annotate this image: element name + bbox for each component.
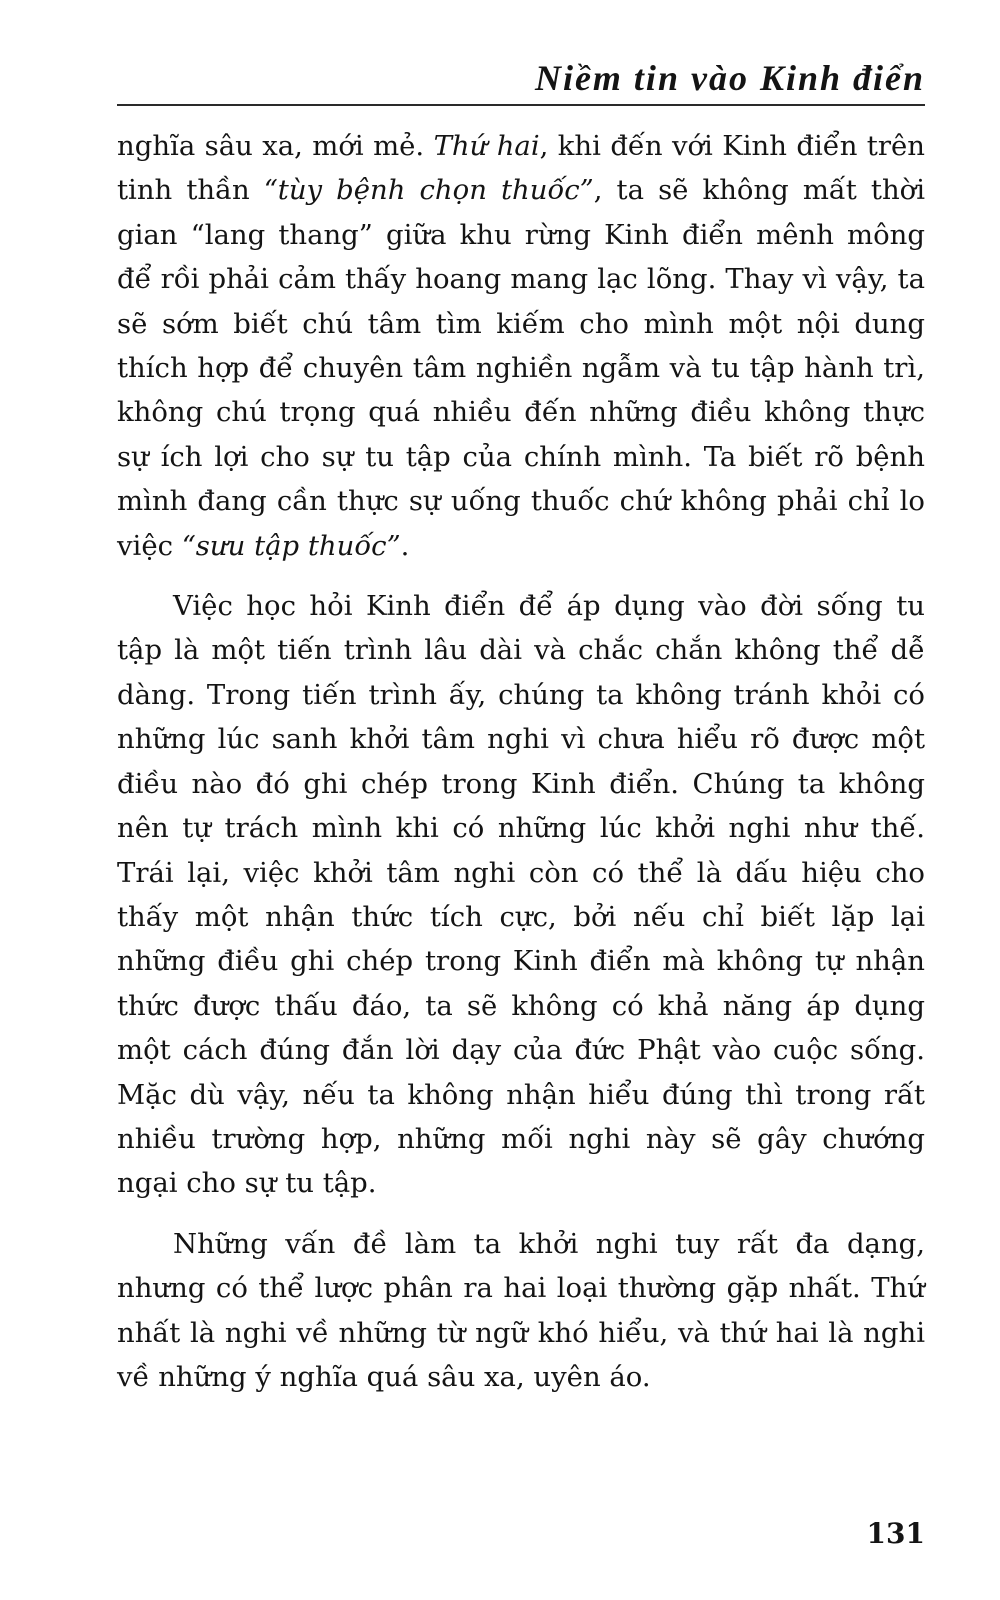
paragraph bbox=[117, 1222, 925, 1400]
italic-text: “tùy bệnh chọn thuốc” bbox=[263, 174, 594, 207]
body-text bbox=[117, 124, 925, 1399]
page-number: 131 bbox=[866, 1517, 925, 1550]
text-run: . bbox=[400, 529, 410, 562]
page-header bbox=[117, 40, 925, 106]
paragraph bbox=[117, 584, 925, 1206]
italic-text: “sưu tập thuốc” bbox=[181, 529, 401, 562]
running-title: Niềm tin vào Kinh điển bbox=[534, 58, 925, 98]
paragraph bbox=[117, 124, 925, 568]
text-run: Những vấn đề làm ta khởi nghi tuy rất đa dạng, nhưng có thể lược phân ra hai loại thường gặp nhất. Thứ nhất là nghi về những từ ngữ khó hiểu, và thứ hai là nghi về những ý nghĩa quá sâu xa, uyên áo. bbox=[117, 1227, 925, 1393]
text-run: Việc học hỏi Kinh điển để áp dụng vào đời sống tu tập là một tiến trình lâu dài và chắc chắn không thể dễ dàng. Trong tiến trình ấy, chúng ta không tránh khỏi có những lúc sanh khởi tâm nghi vì chưa hiểu rõ được một điều nào đó ghi chép trong Kinh điển. Chúng ta không nên tự trách mình khi có những lúc khởi nghi như thế. Trái lại, việc khởi tâm nghi còn có thể là dấu hiệu cho thấy một nhận thức tích cực, bởi nếu chỉ biết lặp lại những điều ghi chép trong Kinh điển mà không tự nhận thức được thấu đáo, ta sẽ không có khả năng áp dụng một cách đúng đắn lời dạy của đức Phật vào cuộc sống. Mặc dù vậy, nếu ta không nhận hiểu đúng thì trong rất nhiều trường hợp, những mối nghi này sẽ gây chướng ngại cho sự tu tập. bbox=[117, 590, 925, 1200]
text-run: , khi đến với Kinh điển trên tinh thần bbox=[117, 130, 925, 207]
italic-text: Thứ hai bbox=[433, 130, 540, 162]
text-run: , ta sẽ không mất thời gian “lang thang” giữa khu rừng Kinh điển mênh mông để rồi phải cảm thấy hoang mang lạc lõng. Thay vì vậy, ta sẽ sớm biết chú tâm tìm kiếm cho mình một nội dung thích hợp để chuyên tâm nghiền ngẫm và tu tập hành trì, không chú trọng quá nhiều đến những điều không thực sự ích lợi cho sự tu tập của chính mình. Ta biết rõ bệnh mình đang cần thực sự uống thuốc chứ không phải chỉ lo việc bbox=[117, 174, 926, 562]
text-run: nghĩa sâu xa, mới mẻ. bbox=[117, 130, 434, 162]
